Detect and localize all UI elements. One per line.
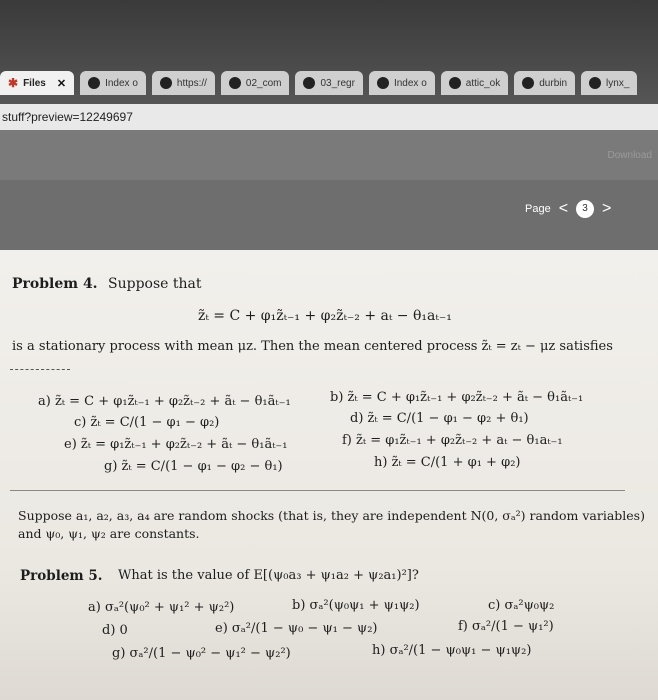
problem-4-heading: Problem 4. [12,276,98,292]
p5-option-g: g) σₐ²/(1 − ψ₀² − ψ₁² − ψ₂²) [112,646,291,661]
document-page [0,250,658,700]
p5-option-a: a) σₐ²(ψ₀² + ψ₁² + ψ₂²) [88,600,235,615]
section-divider [10,490,625,491]
tab-durbin[interactable] [514,71,575,95]
tab-label: 03_regr [320,77,355,89]
tab-label: Files [23,77,46,89]
tab-label: https:// [176,77,207,89]
tab-label: lynx_ [606,77,630,89]
page-label: Page [525,203,551,215]
tab-index-1[interactable] [80,71,146,95]
problem-5-question: What is the value of E[(ψ₀a₃ + ψ₁a₂ + ψ₂a₁)²]? [118,568,419,583]
tab-label: durbin [539,77,568,89]
tab-https[interactable] [152,71,215,95]
tab-label: attic_ok [465,77,501,89]
github-icon [88,77,100,89]
p5-option-h: h) σₐ²/(1 − ψ₀ψ₁ − ψ₁ψ₂) [372,643,532,658]
github-icon [522,77,534,89]
tab-attic-ok[interactable] [441,71,508,95]
page-number[interactable]: 3 [576,200,594,218]
address-bar[interactable]: stuff?preview=12249697 [0,104,658,130]
tab-index-2[interactable] [369,71,435,95]
p4-option-d: d) z̃ₜ = C/(1 − φ₁ − φ₂ + θ₁) [350,411,529,426]
p4-option-a: a) z̃ₜ = C + φ₁z̃ₜ₋₁ + φ₂z̃ₜ₋₂ + ãₜ − θ₁ãₜ₋₁ [38,394,291,409]
viewer-toolbar [0,130,658,180]
problem-4-equation: z̃ₜ = C + φ₁z̃ₜ₋₁ + φ₂z̃ₜ₋₂ + aₜ − θ₁aₜ₋₁ [198,308,452,324]
p5-option-e: e) σₐ²/(1 − ψ₀ − ψ₁ − ψ₂) [215,621,378,636]
tab-lynx[interactable] [581,71,637,95]
github-icon [160,77,172,89]
answer-blank [10,369,70,371]
tab-label: Index o [105,77,138,89]
problem-4-intro: Suppose that [108,276,202,292]
p4-option-b: b) z̃ₜ = C + φ₁z̃ₜ₋₁ + φ₂z̃ₜ₋₂ + ãₜ − θ₁ãₜ₋₁ [330,390,584,405]
page-navigation [525,200,611,218]
close-icon[interactable]: ✕ [56,77,67,90]
tab-label: 02_com [245,77,282,89]
gear-icon: ✱ [8,76,19,90]
p4-option-h: h) z̃ₜ = C/(1 + φ₁ + φ₂) [374,455,521,470]
p4-option-e: e) z̃ₜ = φ₁z̃ₜ₋₁ + φ₂z̃ₜ₋₂ + ãₜ − θ₁ãₜ₋₁ [64,437,288,452]
p4-option-c: c) z̃ₜ = C/(1 − φ₁ − φ₂) [74,415,220,430]
github-icon [229,77,241,89]
p4-option-f: f) z̃ₜ = φ₁z̃ₜ₋₁ + φ₂z̃ₜ₋₂ + aₜ − θ₁aₜ₋₁ [342,433,563,448]
tab-02-com[interactable] [221,71,290,95]
github-icon [589,77,601,89]
download-button[interactable]: Download [607,150,652,161]
chevron-left-icon[interactable]: < [558,200,569,217]
chevron-right-icon[interactable]: > [602,200,612,217]
tab-03-regr[interactable] [295,71,362,95]
github-icon [303,77,315,89]
browser-tab-strip [0,0,658,104]
tab-list [0,68,658,98]
p4-option-g: g) z̃ₜ = C/(1 − φ₁ − φ₂ − θ₁) [104,459,283,474]
p5-option-d: d) 0 [102,623,128,638]
problem-5-heading: Problem 5. [20,568,103,584]
github-icon [377,77,389,89]
p5-option-c: c) σₐ²ψ₀ψ₂ [488,598,555,613]
p5-option-b: b) σₐ²(ψ₀ψ₁ + ψ₁ψ₂) [292,598,420,613]
tab-files[interactable] [0,71,74,95]
document-viewer-header [0,130,658,250]
problem-4-statement: is a stationary process with mean μz. Then the mean centered process z̃ₜ = zₜ − μz satisfies [12,339,613,354]
p5-option-f: f) σₐ²/(1 − ψ₁²) [458,619,554,634]
shocks-statement-line2: and ψ₀, ψ₁, ψ₂ are constants. [18,526,200,541]
github-icon [449,77,461,89]
tab-label: Index o [393,77,427,89]
shocks-statement-line1: Suppose a₁, a₂, a₃, a₄ are random shocks (that is, they are independent N(0, σₐ²) random variables) [18,508,645,523]
